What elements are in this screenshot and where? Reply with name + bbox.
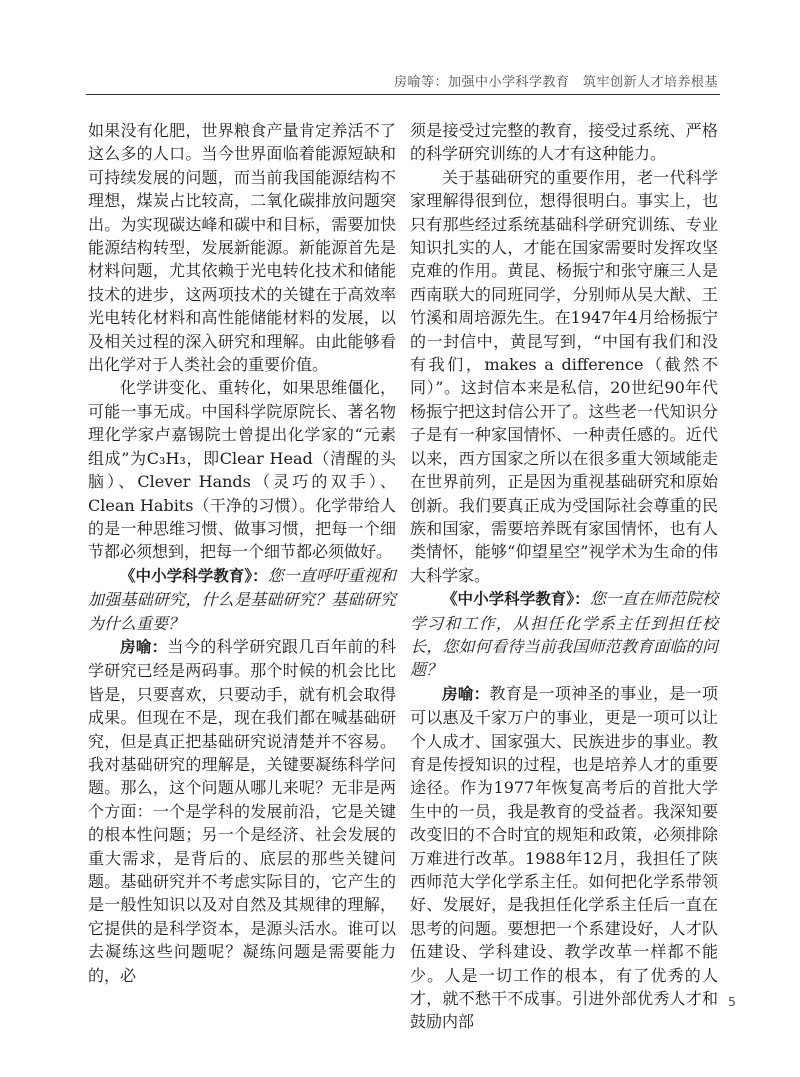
two-column-body [88,119,718,1034]
journal-name-label: 《中小学科学教育》： [442,590,590,609]
paragraph-chemistry-text: 化学讲变化、重转化，如果思维僵化，可能一事无成。中国科学院原院长、著名物理化学家卢嘉锡院士曾提出化学家的“元素组成”为C₃H₃，即Clear Head（清醒的头脑）、Clever Hands（灵巧的双手）、Clean Habits（干净的习惯）。化学带给人的是一种思维习惯、做事习惯，把每一个细节都必须想到，把每一个细节都必须做好。 [88,378,396,562]
page-number: 5 [728,994,736,1009]
paragraph-answer-continuation: 须是接受过完整的教育，接受过系统、严格的科学研究训练的人才有这种能力。 [410,121,718,164]
paragraph-basic-research-text: 关于基础研究的重要作用，老一代科学家理解得很到位，想得很明白。事实上，也只有那些经过系统基础科学研究训练、专业知识扎实的人，才能在国家需要时发挥攻坚克难的作用。黄昆、杨振宁和张守廉三人是西南联大的同班同学，分别师从吴大猷、王竹溪和周培源先生。在1947年4月给杨振宁的一封信中，黄昆写到，“中国有我们和没有我们，makes a difference（截然不同）”。这封信本来是私信，20世纪90年代杨振宁把这封信公开了。这些老一代知识分子是有一种家国情怀、一种责任感的。近代以来，西方国家之所以在很多重大领域能走在世界前列，正是因为重视基础研究和原始创新。我们要真正成为受国际社会尊重的民族和国家，需要培养既有家国情怀，也有人类情怀，能够“仰望星空”视学术为生命的伟大科学家。 [410,167,718,585]
header-divider-rule [86,94,720,95]
right-column [410,119,718,1034]
interview-answer-2 [410,682,718,1034]
interview-answer-1 [88,635,396,987]
answer-2-text: 教育是一项神圣的事业，是一项可以惠及千家万户的事业，更是一项可以让个人成才、国家强大、民族进步的事业。教育是传授知识的过程，也是培养人才的重要途径。作为1977年恢复高考后的首批大学生中的一员，我是教育的受益者。我深知要改变旧的不合时宜的规矩和政策，必须排除万难进行改革。1988年12月，我担任了陕西师范大学化学系主任。如何把化学系带领好、发展好，是我担任化学系主任后一直在思考的问题。要想把一个系建设好，人才队伍建设、学科建设、教学改革一样都不能少。人是一切工作的根本，有了优秀的人才，就不愁干不成事。引进外部优秀人才和鼓励内部 [410,683,718,1032]
answer-1-text: 当今的科学研究跟几百年前的科学研究已经是两码事。那个时候的机会比比皆是，只要喜欢，只要动手，就有机会取得成果。但现在不是，现在我们都在喊基础研究，但是真正把基础研究说清楚并不容易。我对基础研究的理解是，关键要凝练科学问题。那么，这个问题从哪儿来呢？无非是两个方面：一个是学科的发展前沿，它是关键的根本性问题；另一个是经济、社会发展的重大需求，是背后的、底层的那些关键问题。基础研究并不考虑实际目的，它产生的是一般性知识以及对自然及其规律的理解，它提供的是科学资本，是源头活水。谁可以去凝练这些问题呢？凝练问题是需要能力的，必 [88,636,396,985]
interviewee-name-label: 房喻： [442,684,490,703]
paragraph-energy-continuation: 如果没有化肥，世界粮食产量肯定养活不了这么多的人口。当今世界面临着能源短缺和可持续发展的问题，而当前我国能源结构不理想，煤炭占比较高，二氧化碳排放问题突出。为实现碳达峰和碳中和目标，需要加快能源结构转型，发展新能源。新能源首先是材料问题，尤其依赖于光电转化技术和储能技术的进步，这两项技术的关键在于高效率光电转化材料和高性能储能材料的发展，以及相关过程的深入研究和理解。由此能够看出化学对于人类社会的重要价值。 [88,121,396,375]
interviewee-name-label: 房喻： [120,637,168,656]
left-column [88,119,396,1034]
paragraph-chemistry-habits [88,376,396,563]
interview-question-2 [410,587,718,682]
paragraph-basic-research-importance [410,166,718,587]
interview-question-1 [88,564,396,635]
question-2-text: 您一直在师范院校学习和工作，从担任化学系主任到担任校长，您如何看待当前我国师范教育面临的问题？ [410,589,718,680]
question-1-text: 您一直呼吁重视和加强基础研究，什么是基础研究？基础研究为什么重要？ [88,565,396,633]
journal-name-label: 《中小学科学教育》： [120,566,268,585]
running-header-title: 房喻等：加强中小学科学教育 筑牢创新人才培养根基 [393,75,718,90]
